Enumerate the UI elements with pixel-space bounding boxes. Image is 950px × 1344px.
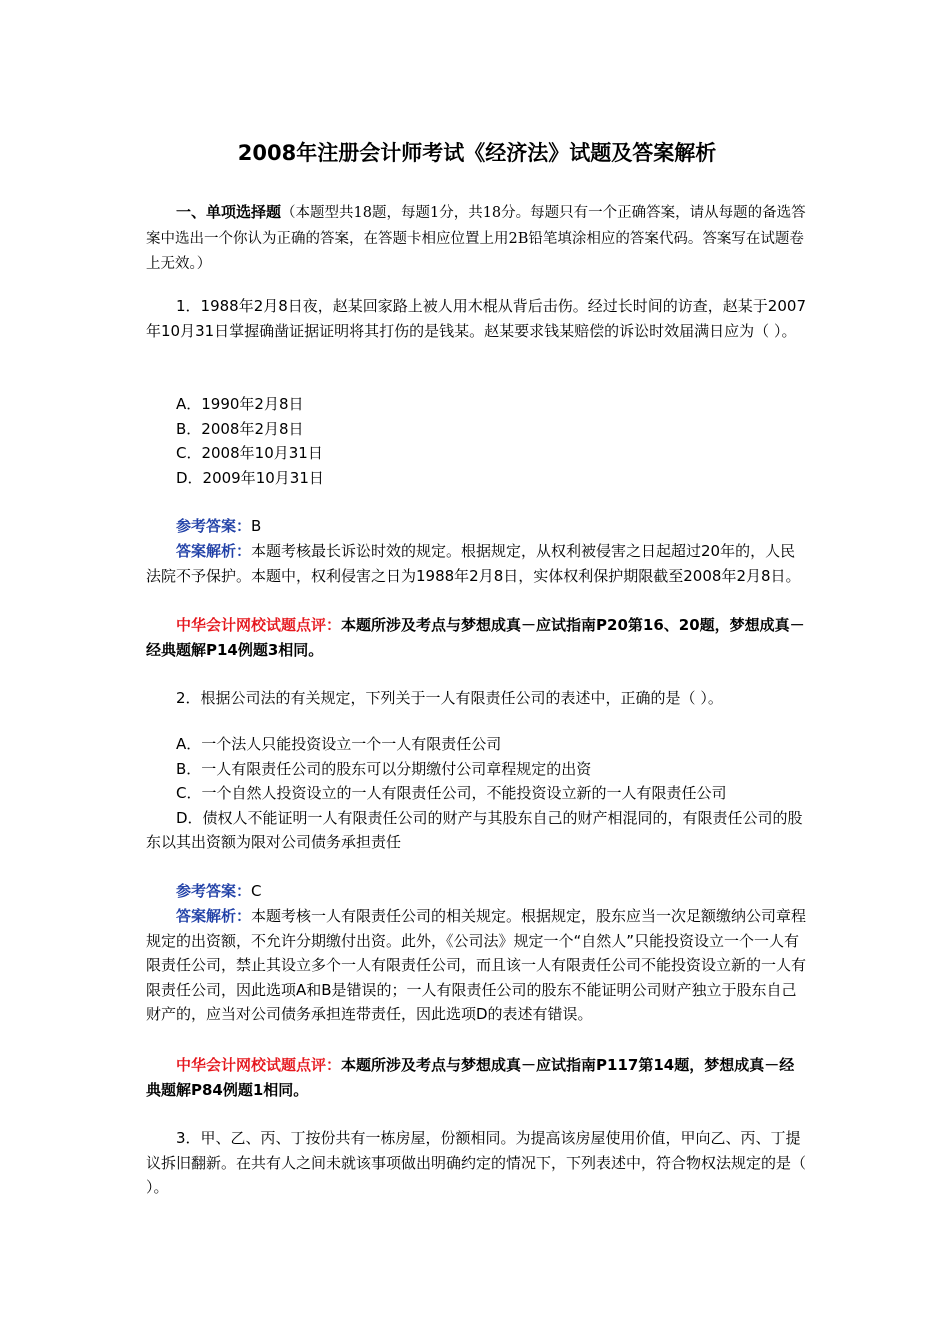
question-1-options (146, 392, 808, 490)
question-1-option-c: C．2008年10月31日 (176, 444, 323, 462)
question-1-option-b: B．2008年2月8日 (176, 419, 304, 438)
question-2-option-a: A．一个法人只能投资设立一个一人有限责任公司 (176, 735, 502, 753)
question-2-option-b: B．一人有限责任公司的股东可以分期缴付公司章程规定的出资 (176, 759, 592, 778)
question-1-option-a: A．1990年2月8日 (176, 395, 304, 413)
comment-text: 本题所涉及考点与梦想成真－应试指南P20第16、20题，梦想成真－经典题解P14例题3相同。 (146, 616, 805, 659)
answer-label: 参考答案： (176, 517, 252, 535)
question-2-analysis (146, 904, 808, 1027)
question-2-options (146, 732, 808, 855)
comment-label: 中华会计网校试题点评： (176, 616, 342, 634)
comment-text: 本题所涉及考点与梦想成真－应试指南P117第14题，梦想成真－经典题解P84例题1相同。 (146, 1056, 795, 1099)
question-1-comment (146, 613, 808, 662)
analysis-text: 本题考核一人有限责任公司的相关规定。根据规定，股东应当一次足额缴纳公司章程规定的出资额，不允许分期缴付出资。此外，《公司法》规定一个“自然人”只能投资设立一个一人有限责任公司，禁止其设立多个一人有限责任公司，而且该一人有限责任公司不能投资设立新的一人有限责任公司，因此选项A和B是错误的；一人有限责任公司的股东不能证明公司财产独立于股东自己财产的，应当对公司债务承担连带责任，因此选项D的表述有错误。 (146, 907, 807, 1023)
section-intro (146, 200, 808, 277)
document-title: 2008年注册会计师考试《经济法》试题及答案解析 (237, 141, 717, 165)
question-2-answer (146, 879, 808, 904)
question-3-stem: 3．甲、乙、丙、丁按份共有一栋房屋，份额相同。为提高该房屋使用价值，甲向乙、丙、丁提议拆旧翻新。在共有人之间未就该事项做出明确约定的情况下，下列表述中，符合物权法规定的是（ ）。 (146, 1129, 807, 1196)
answer-value: C (251, 882, 262, 900)
section-instructions: （本题型共18题，每题1分，共18分。每题只有一个正确答案，请从每题的备选答案中选出一个你认为正确的答案，在答题卡相应位置上用2B铅笔填涂相应的答案代码。答案写在试题卷上无效。） (146, 205, 806, 272)
question-2-stem: 2．根据公司法的有关规定，下列关于一人有限责任公司的表述中，正确的是（ ）。 (176, 689, 723, 707)
analysis-label: 答案解析： (176, 907, 252, 925)
question-2-option-d: D．债权人不能证明一人有限责任公司的财产与其股东自己的财产相混同的，有限责任公司的股东以其出资额为限对公司债务承担责任 (146, 808, 803, 851)
comment-label: 中华会计网校试题点评： (176, 1056, 342, 1074)
question-1-answer (146, 514, 808, 539)
analysis-label: 答案解析： (176, 542, 252, 560)
answer-value: B (251, 517, 262, 535)
question-2-comment (146, 1053, 808, 1102)
question-2-option-c: C．一个自然人投资设立的一人有限责任公司，不能投资设立新的一人有限责任公司 (176, 784, 727, 802)
analysis-text: 本题考核最长诉讼时效的规定。根据规定，从权利被侵害之日起超过20年的，人民法院不予保护。本题中，权利侵害之日为1988年2月8日，实体权利保护期限截至2008年2月8日。 (146, 542, 801, 585)
question-1-option-d: D．2009年10月31日 (176, 468, 324, 487)
question-1-stem: 1．1988年2月8日夜，赵某回家路上被人用木棍从背后击伤。经过长时间的访查，赵某于2007年10月31日掌握确凿证据证明将其打伤的是钱某。赵某要求钱某赔偿的诉讼时效届满日应为（ ）。 (146, 297, 806, 340)
section-heading: 一、单项选择题 (176, 203, 282, 221)
answer-label: 参考答案： (176, 882, 252, 900)
question-1-analysis (146, 539, 808, 588)
